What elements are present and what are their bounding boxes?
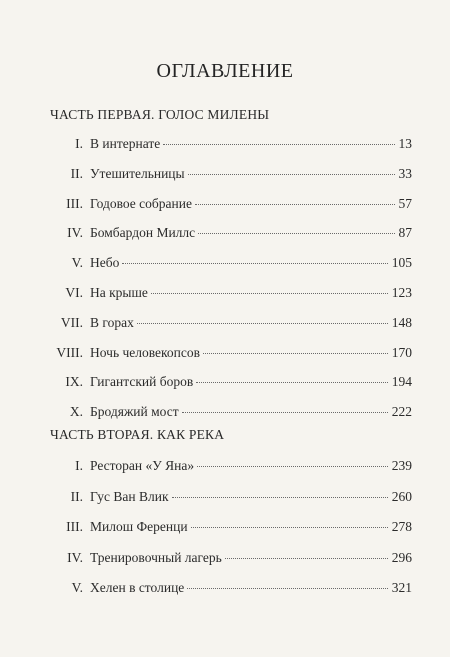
chapter-page-number: 222 xyxy=(391,404,412,420)
chapter-title: Хелен в столице xyxy=(90,580,185,595)
toc-entry xyxy=(0,518,450,536)
toc-entry xyxy=(0,457,450,475)
chapter-line xyxy=(90,254,412,272)
chapter-line xyxy=(90,579,412,597)
chapter-numeral: V. xyxy=(71,255,83,271)
chapter-numeral: II. xyxy=(70,165,83,181)
toc-entry xyxy=(0,135,450,153)
chapter-title: Бродяжий мост xyxy=(90,404,179,420)
dot-leader xyxy=(163,144,394,145)
chapter-page-number: 278 xyxy=(391,519,412,534)
chapter-title: Милош Ференци xyxy=(90,519,188,534)
dot-leader xyxy=(196,382,388,383)
toc-entry xyxy=(0,254,450,272)
chapter-title: Утешительницы xyxy=(90,165,185,181)
chapter-line xyxy=(90,284,412,302)
toc-entry xyxy=(0,488,450,506)
chapter-line xyxy=(90,344,412,362)
page-title: ОГЛАВЛЕНИЕ xyxy=(156,60,294,82)
chapter-title: Бомбардон Миллс xyxy=(90,225,196,241)
toc-entry xyxy=(0,579,450,597)
chapter-page-number: 123 xyxy=(391,285,412,300)
chapter-title: Ночь человекопсов xyxy=(90,344,200,360)
toc-entry xyxy=(0,403,450,421)
toc-entry xyxy=(0,284,450,302)
chapter-numeral: VI. xyxy=(65,285,83,300)
chapter-line xyxy=(90,195,412,213)
chapter-line xyxy=(90,518,412,536)
chapter-page-number: 57 xyxy=(398,195,412,211)
chapter-numeral: V. xyxy=(71,580,83,595)
dot-leader xyxy=(198,233,394,234)
dot-leader xyxy=(172,497,388,498)
chapter-numeral: X. xyxy=(69,404,83,420)
chapter-title: Ресторан «У Яна» xyxy=(90,458,195,473)
chapter-title: Годовое собрание xyxy=(90,195,192,211)
chapter-page-number: 105 xyxy=(391,255,412,271)
dot-leader xyxy=(122,263,387,264)
chapter-numeral: IV. xyxy=(67,225,83,241)
chapter-numeral: I. xyxy=(75,458,83,473)
chapter-line xyxy=(90,165,412,183)
dot-leader xyxy=(187,588,387,589)
toc-entry xyxy=(0,373,450,391)
toc-entry xyxy=(0,165,450,183)
chapter-line xyxy=(90,373,412,391)
chapter-numeral: III. xyxy=(66,519,83,534)
chapter-line xyxy=(90,403,412,421)
dot-leader xyxy=(188,174,395,175)
chapter-page-number: 148 xyxy=(391,314,412,330)
chapter-line xyxy=(90,224,412,242)
chapter-page-number: 239 xyxy=(391,458,412,473)
chapter-numeral: IX. xyxy=(65,374,83,390)
toc-entry xyxy=(0,195,450,213)
part-two-heading: ЧАСТЬ ВТОРАЯ. КАК РЕКА xyxy=(50,427,225,442)
chapter-line xyxy=(90,457,412,475)
chapter-title: В горах xyxy=(90,314,134,330)
toc-entry xyxy=(0,314,450,332)
dot-leader xyxy=(195,204,395,205)
chapter-page-number: 194 xyxy=(391,374,412,390)
chapter-line xyxy=(90,488,412,506)
chapter-line xyxy=(90,135,412,153)
chapter-numeral: VII. xyxy=(60,314,83,330)
chapter-line xyxy=(90,549,412,567)
chapter-page-number: 33 xyxy=(398,165,412,181)
chapter-title: Гус Ван Влик xyxy=(90,488,169,504)
dot-leader xyxy=(151,293,388,294)
chapter-page-number: 296 xyxy=(391,549,412,565)
chapter-line xyxy=(90,314,412,332)
chapter-page-number: 260 xyxy=(391,488,412,504)
chapter-title: Тренировочный лагерь xyxy=(90,549,222,565)
toc-entry xyxy=(0,549,450,567)
chapter-page-number: 170 xyxy=(391,344,412,360)
chapter-numeral: VIII. xyxy=(56,344,83,360)
dot-leader xyxy=(182,412,388,413)
chapter-page-number: 13 xyxy=(398,136,412,151)
dot-leader xyxy=(225,558,388,559)
toc-entry xyxy=(0,344,450,362)
chapter-page-number: 87 xyxy=(398,225,412,241)
chapter-numeral: II. xyxy=(70,488,83,504)
chapter-title: Небо xyxy=(90,255,120,271)
dot-leader xyxy=(137,323,388,324)
part-one-heading: ЧАСТЬ ПЕРВАЯ. ГОЛОС МИЛЕНЫ xyxy=(50,107,270,122)
chapter-title: Гигантский боров xyxy=(90,374,194,390)
chapter-title: В интернате xyxy=(90,136,161,151)
chapter-numeral: III. xyxy=(66,195,83,211)
toc-entry xyxy=(0,224,450,242)
chapter-title: На крыше xyxy=(90,285,148,300)
dot-leader xyxy=(191,527,388,528)
chapter-numeral: IV. xyxy=(67,549,83,565)
chapter-page-number: 321 xyxy=(391,580,412,595)
dot-leader xyxy=(203,353,388,354)
chapter-numeral: I. xyxy=(75,136,83,151)
dot-leader xyxy=(197,466,388,467)
